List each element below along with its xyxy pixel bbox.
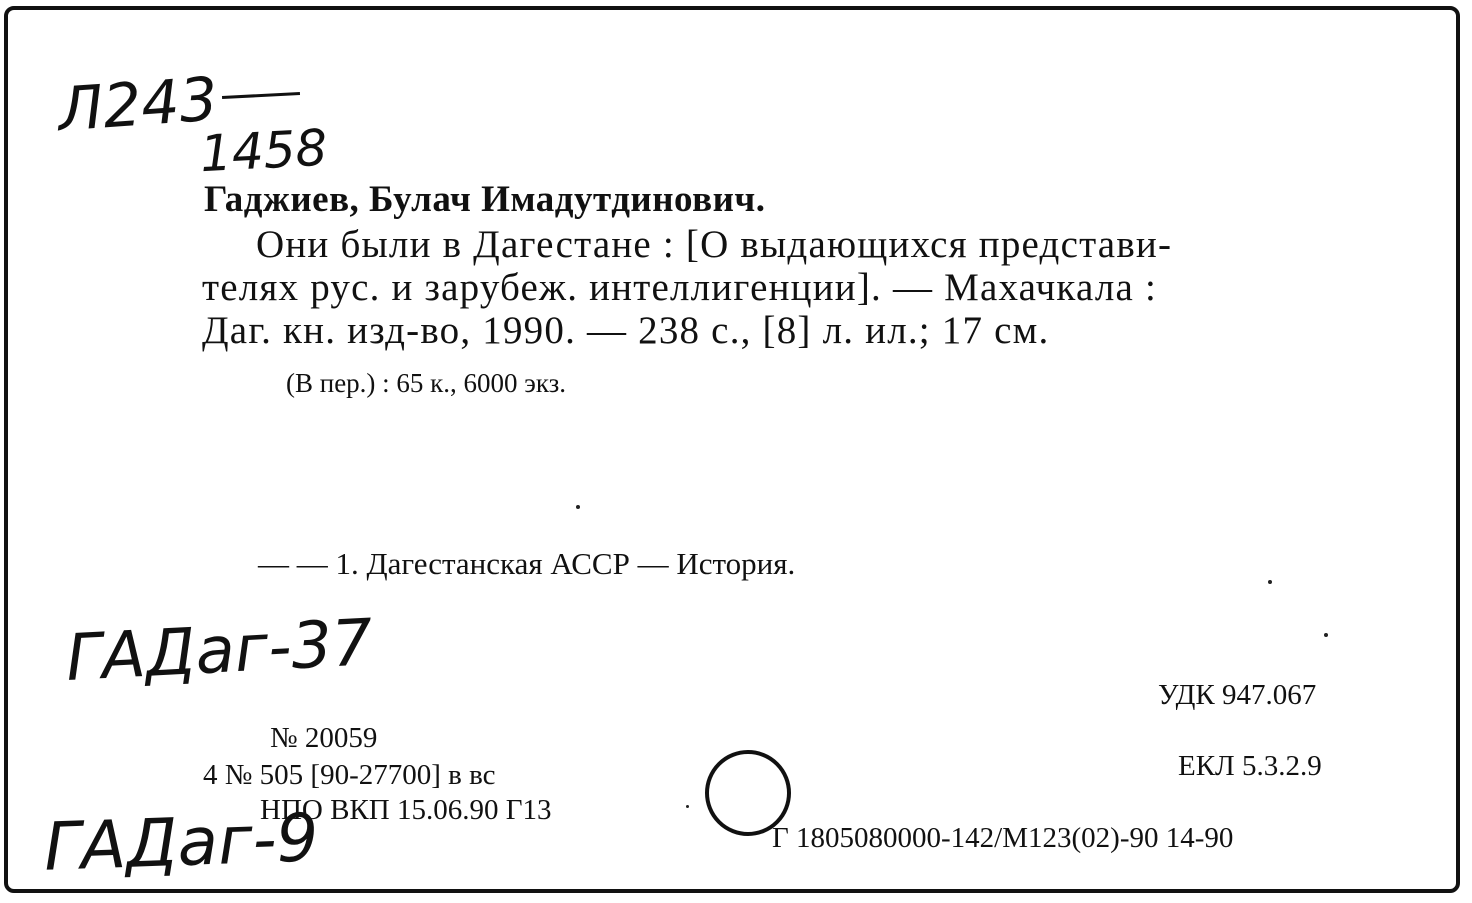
ekl-code: ЕКЛ 5.3.2.9 — [1178, 750, 1322, 782]
imprint-publisher-code: НПО ВКП 15.06.90 Г13 — [260, 794, 552, 826]
description-line-2: телях рус. и зарубеж. интеллигенции]. — Махачкала : — [202, 266, 1158, 309]
classification-index: Г 1805080000-142/М123(02)-90 14-90 — [772, 822, 1234, 854]
handwritten-holding-mark-2: ГАДаг-9 — [42, 799, 320, 886]
imprint-number: № 20059 — [270, 722, 378, 754]
subject-heading: — — 1. Дагестанская АССР — История. — [258, 546, 796, 581]
description-line-3: Даг. кн. изд-во, 1990. — 238 с., [8] л. ил.; 17 см. — [202, 309, 1050, 352]
udk-code: УДК 947.067 — [1158, 679, 1317, 711]
scan-speck — [1268, 580, 1272, 584]
imprint-order: 4 № 505 [90-27700] в вс — [203, 759, 496, 791]
scan-speck — [686, 805, 689, 808]
scan-speck — [1324, 633, 1328, 637]
handwritten-call-number-bottom: 1458 — [198, 118, 329, 184]
scan-speck — [576, 505, 580, 509]
binding-price-line: (В пер.) : 65 к., 6000 экз. — [286, 368, 567, 398]
handwritten-call-number-top: Л243 — [55, 64, 220, 146]
author-heading: Гаджиев, Булач Имадутдинович. — [204, 179, 766, 220]
handwritten-holding-mark-1: ГАДаг-37 — [64, 606, 375, 696]
description-line-1: Они были в Дагестане : [О выдающихся представи- — [256, 223, 1173, 266]
